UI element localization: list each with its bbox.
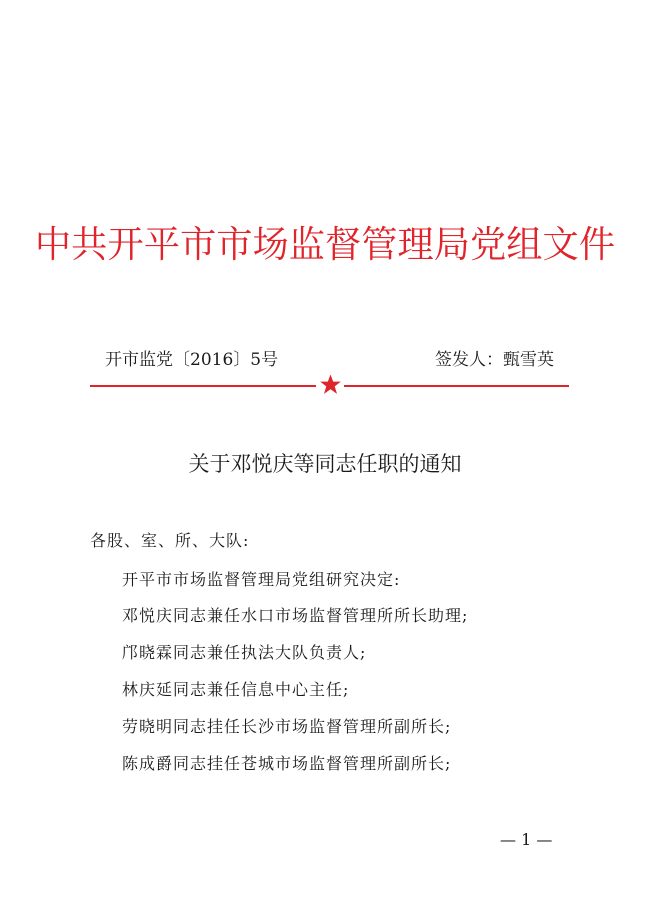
issuer-signature: 签发人：甄雪英 [435, 350, 554, 370]
red-divider-left [90, 385, 316, 387]
star-icon [319, 373, 342, 396]
body-line: 劳晓明同志挂任长沙市场监督管理所副所长; [122, 717, 452, 736]
page-number: — 1 — [500, 830, 553, 849]
body-line: 邓悦庆同志兼任水口市场监督管理所所长助理; [122, 606, 469, 625]
body-line: 开平市市场监督管理局党组研究决定: [122, 570, 401, 589]
body-line: 邝晓霖同志兼任执法大队负责人; [122, 643, 367, 662]
red-divider-right [344, 385, 569, 387]
body-line: 陈成爵同志挂任苍城市场监督管理所副所长; [122, 754, 452, 773]
document-number: 开市监党〔2016〕5号 [105, 350, 279, 370]
salutation: 各股、室、所、大队: [90, 531, 250, 550]
document-header-title: 中共开平市市场监督管理局党组文件 [34, 223, 616, 266]
body-line: 林庆延同志兼任信息中心主任; [122, 680, 350, 699]
notice-title: 关于邓悦庆等同志任职的通知 [188, 452, 462, 476]
